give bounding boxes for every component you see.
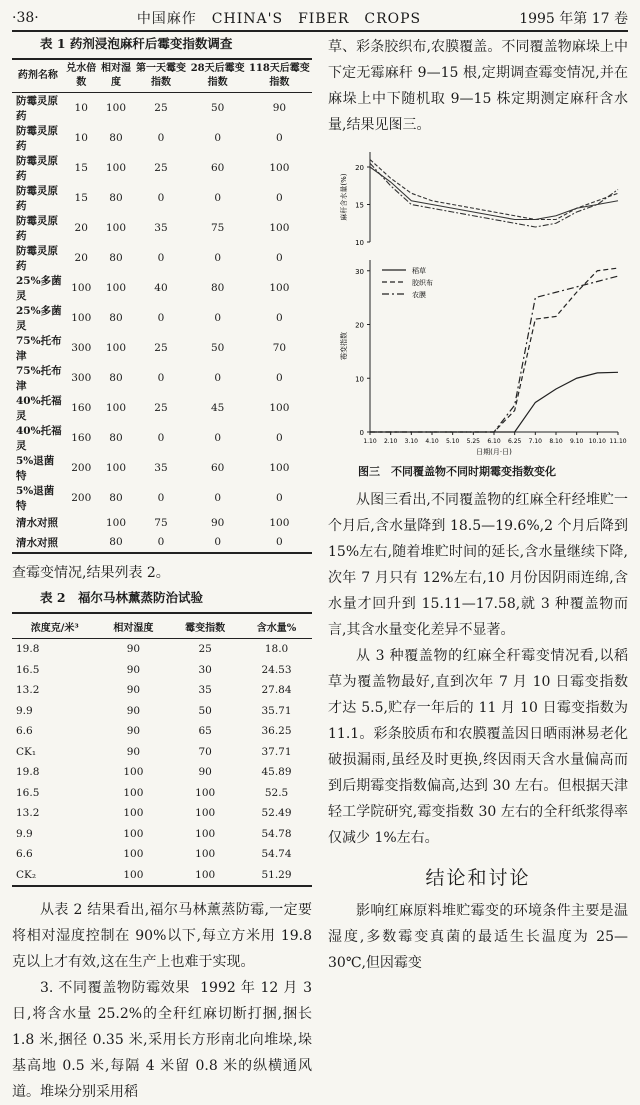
table-cell: 80 bbox=[109, 132, 123, 144]
table-cell: 防霉灵原药 bbox=[16, 185, 58, 212]
table-cell: 0 bbox=[276, 432, 283, 444]
table2 bbox=[12, 612, 312, 887]
table-cell: 0 bbox=[214, 372, 221, 384]
table-cell: 100 bbox=[105, 162, 127, 174]
table-cell: 15 bbox=[74, 162, 88, 174]
table-cell: 52.49 bbox=[261, 807, 292, 820]
page-number: ·38· bbox=[12, 10, 39, 26]
table-cell: 100 bbox=[269, 462, 290, 474]
table-cell: 54.74 bbox=[261, 848, 292, 861]
table-cell: 0 bbox=[214, 192, 221, 204]
table-cell: 100 bbox=[105, 402, 127, 414]
table-cell: 90 bbox=[126, 704, 141, 717]
table-cell: 200 bbox=[71, 492, 92, 504]
table-cell: 100 bbox=[105, 102, 127, 114]
figure-3-chart bbox=[328, 142, 628, 457]
mold-x-tick-label: 6.25 bbox=[507, 438, 522, 445]
table-cell: 10 bbox=[74, 132, 88, 144]
mold-x-tick-label: 7.10 bbox=[528, 438, 543, 445]
table-cell: 0 bbox=[157, 372, 165, 384]
table-cell: 100 bbox=[123, 766, 144, 779]
moisture-y-tick-label: 10 bbox=[355, 239, 364, 247]
mold-x-tick-label: 10.10 bbox=[588, 438, 606, 445]
legend-label: 稻草 bbox=[412, 267, 426, 275]
moisture-y-tick-label: 20 bbox=[355, 164, 364, 172]
table-cell: 防霉灵原药 bbox=[16, 125, 58, 152]
table-row bbox=[12, 363, 312, 393]
table-cell: 100 bbox=[269, 282, 290, 294]
moisture-chart bbox=[339, 152, 618, 247]
table-cell: 13.2 bbox=[16, 684, 40, 697]
table-row bbox=[12, 423, 312, 453]
table-cell: 20 bbox=[74, 222, 88, 234]
table-cell: 50 bbox=[210, 342, 225, 354]
moisture-series-line bbox=[370, 163, 618, 227]
table-cell: 防霉灵原药 bbox=[16, 215, 58, 242]
mold-series-line bbox=[370, 372, 618, 432]
section-heading-3: 3. 不同覆盖物防霉效果 bbox=[40, 980, 190, 996]
mold-series-line bbox=[370, 268, 618, 432]
mold-series-line bbox=[370, 276, 618, 432]
mold-x-tick-label: 5.25 bbox=[466, 438, 481, 445]
mold-x-tick-label: 5.10 bbox=[445, 438, 460, 445]
table-cell: 25%多菌灵 bbox=[16, 275, 62, 302]
right-paragraph-0: 草、彩条胶织布,农膜覆盖。不同覆盖物麻垛上中下定无霉麻秆 9—15 根,定期调查霉变情况,并在麻垛上中下随机取 9—15 株定期测定麻秆含水量,结果见图三。 bbox=[328, 39, 628, 133]
table-row bbox=[12, 783, 312, 804]
table-row bbox=[12, 153, 312, 183]
table-cell: 80 bbox=[109, 252, 123, 264]
table-cell: 25 bbox=[154, 162, 168, 174]
table2-header-row bbox=[12, 613, 312, 639]
table-cell: 19.8 bbox=[16, 643, 40, 656]
table-cell: 0 bbox=[157, 132, 165, 144]
table-cell: 100 bbox=[71, 312, 92, 324]
table-cell: 75 bbox=[154, 516, 168, 529]
table1-header-cell: 相对湿度 bbox=[100, 63, 131, 88]
table-cell: 16.5 bbox=[16, 786, 40, 799]
table-cell: 6.6 bbox=[16, 725, 33, 738]
table-cell: 100 bbox=[105, 516, 127, 529]
table-cell: CK₂ bbox=[16, 868, 37, 881]
table-cell: 80 bbox=[109, 312, 123, 324]
table-cell: 54.78 bbox=[261, 827, 292, 840]
table-cell: 70 bbox=[198, 745, 212, 758]
journal-title: 中国麻作 CHINA'S FIBER CROPS bbox=[136, 11, 422, 27]
table1 bbox=[12, 58, 312, 554]
table-cell: 70 bbox=[272, 342, 287, 354]
left-paragraph-1: 从表 2 结果看出,福尔马林薰蒸防霉,一定要将相对湿度控制在 90%以下,每立方米用 19.8 克以上才有效,这在生产上也难于实现。 bbox=[12, 902, 312, 970]
table-cell: 75%托布津 bbox=[16, 365, 62, 392]
table2-header-cell: 相对湿度 bbox=[113, 622, 154, 634]
table-cell: 90 bbox=[126, 663, 141, 676]
table-cell: 100 bbox=[105, 282, 127, 294]
table-row bbox=[12, 513, 312, 533]
table-cell: 9.9 bbox=[16, 827, 33, 840]
table-cell: 90 bbox=[126, 643, 141, 656]
table-cell: 80 bbox=[109, 432, 123, 444]
table-cell: 100 bbox=[195, 807, 216, 820]
moisture-y-label: 麻秆含水量(%) bbox=[340, 173, 348, 221]
table-row bbox=[12, 533, 312, 554]
mold-x-tick-label: 6.10 bbox=[487, 438, 501, 445]
table1-header-cell: 药剂名称 bbox=[17, 70, 58, 81]
para-after-table1: 查霉变情况,结果列表 2。 bbox=[12, 565, 170, 581]
table-cell: 75%托布津 bbox=[16, 335, 62, 362]
table-cell: 0 bbox=[157, 432, 165, 444]
table-cell: 90 bbox=[210, 516, 225, 529]
table-row bbox=[12, 701, 312, 722]
table-cell: 60 bbox=[210, 462, 225, 474]
table-row bbox=[12, 243, 312, 273]
table-cell bbox=[64, 533, 99, 554]
mold-x-tick-label: 3.10 bbox=[404, 438, 419, 445]
table-cell: 100 bbox=[105, 222, 127, 234]
table-cell: 16.5 bbox=[16, 663, 40, 676]
table-cell: 52.5 bbox=[264, 786, 289, 799]
table-cell: 防霉灵原药 bbox=[16, 245, 58, 272]
table-cell: 0 bbox=[157, 192, 165, 204]
table-cell: 90 bbox=[126, 684, 141, 697]
table-cell: 100 bbox=[195, 786, 216, 799]
table-row bbox=[12, 393, 312, 423]
table-cell: 40%托福灵 bbox=[16, 395, 62, 422]
table-cell: 0 bbox=[276, 252, 283, 264]
mold-x-tick-label: 2.10 bbox=[383, 438, 398, 445]
table-cell: 35 bbox=[154, 222, 168, 234]
table-cell: 13.2 bbox=[16, 807, 40, 820]
table1-header-cell: 28天后霉变指数 bbox=[190, 63, 245, 88]
table-cell: 30 bbox=[198, 663, 212, 676]
table-cell: 0 bbox=[214, 252, 221, 264]
mold-x-tick-label: 11.10 bbox=[609, 438, 627, 445]
table-cell: 15 bbox=[74, 192, 88, 204]
mold-y-tick-label: 0 bbox=[359, 429, 364, 437]
table-cell: 100 bbox=[269, 516, 290, 529]
table-row bbox=[12, 803, 312, 824]
table-cell: 0 bbox=[214, 432, 221, 444]
table-cell: 50 bbox=[210, 102, 225, 114]
table-cell: 100 bbox=[71, 282, 92, 294]
mold-y-tick-label: 30 bbox=[355, 267, 364, 276]
table-row bbox=[12, 303, 312, 333]
table-row bbox=[12, 844, 312, 865]
table-cell: 100 bbox=[123, 827, 144, 840]
table-row bbox=[12, 213, 312, 243]
table-cell: 36.25 bbox=[261, 725, 292, 738]
table-cell: 0 bbox=[157, 492, 165, 504]
table-cell: 20 bbox=[74, 252, 88, 264]
table1-header-cell: 兑水倍数 bbox=[66, 63, 97, 88]
table-row bbox=[12, 865, 312, 887]
table-cell: 100 bbox=[105, 462, 127, 474]
table-cell: 24.53 bbox=[261, 663, 292, 676]
table-cell: 300 bbox=[71, 342, 92, 354]
table-cell: 100 bbox=[269, 402, 290, 414]
table1-header-cell: 第一天霉变指数 bbox=[135, 63, 186, 88]
table-cell: 0 bbox=[214, 536, 221, 549]
right-paragraph-2: 从 3 种覆盖物的红麻全秆霉变情况看,以稻草为覆盖物最好,直到次年 7 月 10 日霉变指数才达 5.5,贮存一年后的 11 月 10 日霉变指数为 11.1。彩条胶质布和农膜覆盖因日晒雨淋易老化破损漏雨,虽经及时更换,终因雨天含水量偏高而到后期霉变指数偏高,达到 30 左右。但根据天津轻工学院研究,霉变指数 30 左右的全秆纸浆得率仅减少 1%左右。 bbox=[328, 648, 628, 846]
table-cell: 65 bbox=[198, 725, 212, 738]
table-cell: 0 bbox=[157, 536, 165, 549]
table-cell: 0 bbox=[276, 492, 283, 504]
table1-header-cell: 118天后霉变指数 bbox=[248, 63, 310, 88]
table-cell: 19.8 bbox=[16, 766, 40, 779]
table-row bbox=[12, 639, 312, 660]
table-cell: 清水对照 bbox=[16, 536, 58, 549]
table1-header-row bbox=[12, 59, 312, 93]
table-cell: 0 bbox=[276, 132, 283, 144]
moisture-y-tick-label: 15 bbox=[355, 201, 364, 210]
left-paragraph-2 bbox=[12, 975, 312, 1105]
table-cell: 35.71 bbox=[261, 704, 292, 717]
table-cell: 45.89 bbox=[261, 766, 292, 779]
table-cell: 0 bbox=[214, 492, 221, 504]
section-title-conclusion: 结论和讨论 bbox=[425, 867, 531, 889]
table-cell: 9.9 bbox=[16, 704, 33, 717]
table-row bbox=[12, 123, 312, 153]
mold-x-tick-label: 1.10 bbox=[363, 438, 377, 445]
table-cell: 防霉灵原药 bbox=[16, 155, 58, 182]
table2-body bbox=[12, 639, 312, 887]
table-cell: 27.84 bbox=[261, 684, 292, 697]
left-paragraph-2-text: 1992 年 12 月 3 日,将含水量 25.2%的全秆红麻切断打捆,捆长 1.8 米,捆径 0.35 米,采用长方形南北向堆垛,垛基高地 0.5 米,每隔 4 米留 0.8 米的纵横通风道。堆垛分别采用稻 bbox=[12, 980, 313, 1100]
table-cell: 40%托福灵 bbox=[16, 425, 62, 452]
table-cell: 80 bbox=[109, 372, 123, 384]
table-cell: 90 bbox=[272, 102, 287, 114]
table-row bbox=[12, 183, 312, 213]
table-cell: 100 bbox=[195, 827, 216, 840]
table-cell: 0 bbox=[276, 536, 283, 549]
table-cell: 50 bbox=[198, 704, 212, 717]
table-row bbox=[12, 660, 312, 681]
table-cell: CK₁ bbox=[16, 745, 37, 758]
table-cell: 0 bbox=[214, 132, 221, 144]
mold-y-label: 霉变指数 bbox=[340, 332, 348, 360]
mold-x-label: 日期(月·日) bbox=[476, 448, 512, 456]
table-cell: 300 bbox=[71, 372, 92, 384]
table-cell: 100 bbox=[123, 807, 144, 820]
table-cell: 80 bbox=[109, 192, 123, 204]
table-cell: 25 bbox=[154, 342, 168, 354]
table-cell: 60 bbox=[210, 162, 225, 174]
table-cell: 0 bbox=[276, 192, 283, 204]
table-cell: 100 bbox=[123, 868, 144, 881]
table-cell: 160 bbox=[71, 432, 92, 444]
table-cell: 100 bbox=[123, 786, 144, 799]
table-cell: 200 bbox=[71, 462, 92, 474]
table-cell: 10 bbox=[74, 102, 88, 114]
table-cell: 80 bbox=[210, 282, 225, 294]
legend-label: 胶织布 bbox=[412, 279, 433, 287]
table-row bbox=[12, 93, 312, 124]
table1-body bbox=[12, 93, 312, 554]
mold-index-chart bbox=[339, 260, 627, 456]
running-header bbox=[12, 6, 628, 32]
table-cell bbox=[64, 513, 99, 533]
table-cell: 100 bbox=[269, 222, 290, 234]
table-cell: 35 bbox=[154, 462, 168, 474]
table-cell: 0 bbox=[157, 252, 165, 264]
table2-header-cell: 霉变指数 bbox=[185, 622, 226, 634]
table-row bbox=[12, 453, 312, 483]
table2-header-cell: 浓度克/米³ bbox=[30, 622, 79, 634]
table-cell: 45 bbox=[210, 402, 225, 414]
table-row bbox=[12, 333, 312, 363]
mold-y-tick-label: 10 bbox=[355, 375, 364, 384]
table-row bbox=[12, 762, 312, 783]
figure-3-caption: 图三 不同覆盖物不同时期霉变指数变化 bbox=[358, 465, 556, 478]
table-cell: 0 bbox=[214, 312, 221, 324]
table-cell: 51.29 bbox=[261, 868, 292, 881]
table-cell: 100 bbox=[105, 342, 127, 354]
table-cell: 0 bbox=[276, 372, 283, 384]
table-row bbox=[12, 273, 312, 303]
table-cell: 100 bbox=[269, 162, 290, 174]
table1-caption: 表 1 药剂浸泡麻秆后霉变指数调查 bbox=[40, 36, 233, 51]
table-cell: 25 bbox=[154, 402, 168, 414]
table-cell: 75 bbox=[210, 222, 225, 234]
mold-x-tick-label: 9.10 bbox=[569, 438, 584, 445]
table2-header-cell: 含水量% bbox=[256, 622, 297, 634]
table-cell: 35 bbox=[198, 684, 212, 697]
right-column bbox=[328, 34, 628, 976]
issue-label: 1995 年第 17 卷 bbox=[519, 11, 628, 27]
mold-x-tick-label: 4.10 bbox=[425, 438, 439, 445]
table-cell: 防霉灵原药 bbox=[16, 95, 58, 122]
table-cell: 100 bbox=[123, 848, 144, 861]
table-cell: 90 bbox=[126, 725, 141, 738]
mold-y-tick-label: 20 bbox=[355, 321, 364, 330]
table-cell: 100 bbox=[195, 848, 216, 861]
table-row bbox=[12, 680, 312, 701]
table-cell: 25 bbox=[154, 102, 168, 114]
table-cell: 6.6 bbox=[16, 848, 33, 861]
table-cell: 0 bbox=[157, 312, 165, 324]
right-paragraph-3: 影响红麻原料堆贮霉变的环境条件主要是温湿度,多数霉变真菌的最适生长温度为 25—30℃,但因霉变 bbox=[328, 903, 628, 971]
table-cell: 160 bbox=[71, 402, 92, 414]
table-cell: 40 bbox=[154, 282, 168, 294]
table-cell: 0 bbox=[276, 312, 283, 324]
table-cell: 90 bbox=[126, 745, 141, 758]
table-cell: 18.0 bbox=[264, 643, 289, 656]
table2-caption: 表 2 福尔马林薰蒸防治试验 bbox=[40, 590, 204, 605]
table-row bbox=[12, 721, 312, 742]
table-cell: 100 bbox=[195, 868, 216, 881]
table-cell: 80 bbox=[109, 536, 123, 549]
legend-label: 农膜 bbox=[412, 291, 426, 299]
table-cell: 清水对照 bbox=[16, 517, 58, 530]
table-row bbox=[12, 742, 312, 763]
table-cell: 5%退菌特 bbox=[16, 485, 55, 512]
table-row bbox=[12, 483, 312, 513]
table-cell: 25%多菌灵 bbox=[16, 305, 62, 332]
table-cell: 80 bbox=[109, 492, 123, 504]
table-cell: 5%退菌特 bbox=[16, 455, 55, 482]
table-row bbox=[12, 824, 312, 845]
mold-x-tick-label: 8.10 bbox=[549, 438, 563, 445]
table-cell: 90 bbox=[198, 766, 212, 779]
table-cell: 25 bbox=[198, 643, 212, 656]
left-column bbox=[12, 34, 312, 1105]
table-cell: 37.71 bbox=[261, 745, 292, 758]
right-paragraph-1: 从图三看出,不同覆盖物的红麻全秆经堆贮一个月后,含水量降到 18.5—19.6%,2 个月后降到 15%左右,随着堆贮时间的延长,含水量继续下降,次年 7 月只有 12%左右,10 月份因阴雨连绵,含水量才回升到 15.11—17.58,就 3 种覆盖物而言,其含水量变化差异不显著。 bbox=[328, 492, 628, 638]
